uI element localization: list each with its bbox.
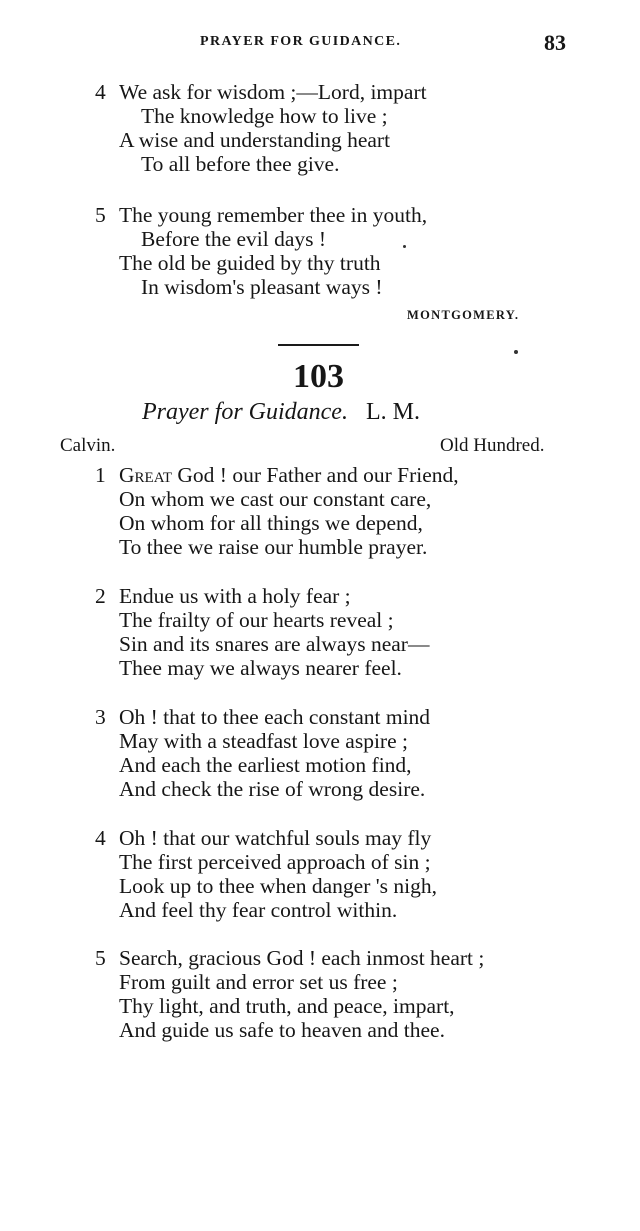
stanza-line: And check the rise of wrong desire. xyxy=(119,777,426,801)
stanza-line: On whom for all things we depend, xyxy=(119,511,423,535)
stanza-line: The first perceived approach of sin ; xyxy=(119,850,431,874)
stanza-line: And feel thy fear control within. xyxy=(119,898,398,922)
stanza-line: And guide us safe to heaven and thee. xyxy=(119,1018,445,1042)
hymn-stanza-5 xyxy=(95,946,484,1042)
stanza-line: Look up to thee when danger 's nigh, xyxy=(119,874,437,898)
stanza-line: Before the evil days ! xyxy=(141,227,327,251)
stanza-line: Thy light, and truth, and peace, impart, xyxy=(119,994,455,1018)
stanza-number: 4 xyxy=(95,826,106,850)
stanza-number: 5 xyxy=(95,946,106,970)
stanza-line xyxy=(95,203,427,227)
stanza-line xyxy=(95,80,427,104)
previous-hymn-author: MONTGOMERY. xyxy=(407,308,520,322)
stanza-line: Sin and its snares are always near— xyxy=(119,632,430,656)
stanza-line xyxy=(95,584,429,608)
previous-hymn-stanza-4 xyxy=(95,80,427,176)
hymn-stanza-2 xyxy=(95,584,429,680)
page-number: 83 xyxy=(544,30,566,55)
print-speck xyxy=(514,350,518,354)
stanza-line-text: We ask for wisdom ;—Lord, impart xyxy=(119,80,427,104)
stanza-line: In wisdom's pleasant ways ! xyxy=(141,275,383,299)
stanza-line: The knowledge how to live ; xyxy=(141,104,388,128)
stanza-line: Thee may we always nearer feel. xyxy=(119,656,402,680)
hymn-number: 103 xyxy=(293,358,344,395)
stanza-line xyxy=(95,826,437,850)
hymn-title xyxy=(142,399,420,426)
stanza-line xyxy=(95,463,459,487)
first-word: Great xyxy=(119,463,173,487)
hymn-author: Calvin. xyxy=(60,435,116,456)
stanza-line: To thee we raise our humble prayer. xyxy=(119,535,428,559)
stanza-line xyxy=(95,946,484,970)
hymn-meter: L. M. xyxy=(365,399,420,425)
stanza-line: The old be guided by thy truth xyxy=(119,251,381,275)
stanza-line: From guilt and error set us free ; xyxy=(119,970,398,994)
hymn-stanza-4 xyxy=(95,826,437,922)
running-title: PRAYER FOR GUIDANCE. xyxy=(200,34,402,49)
hymn-tune: Old Hundred. xyxy=(440,435,545,456)
stanza-number: 4 xyxy=(95,80,106,104)
stanza-number: 3 xyxy=(95,705,106,729)
hymn-title-text: Prayer for Guidance. xyxy=(142,399,348,425)
hymn-divider xyxy=(278,344,359,346)
stanza-line: On whom we cast our constant care, xyxy=(119,487,432,511)
print-speck xyxy=(403,245,406,248)
stanza-line-text: Endue us with a holy fear ; xyxy=(119,584,351,608)
stanza-line: To all before thee give. xyxy=(141,152,340,176)
stanza-line: May with a steadfast love aspire ; xyxy=(119,729,408,753)
previous-hymn-stanza-5 xyxy=(95,203,427,299)
stanza-line: A wise and understanding heart xyxy=(119,128,391,152)
stanza-number: 1 xyxy=(95,463,106,487)
stanza-line xyxy=(95,705,430,729)
stanza-line: And each the earliest motion find, xyxy=(119,753,412,777)
stanza-line-text: Oh ! that to thee each constant mind xyxy=(119,705,431,729)
stanza-line-text: God ! our Father and our Friend, xyxy=(177,463,459,487)
stanza-number: 2 xyxy=(95,584,106,608)
stanza-number: 5 xyxy=(95,203,106,227)
stanza-line-text: Oh ! that our watchful souls may fly xyxy=(119,826,432,850)
hymn-stanza-1 xyxy=(95,463,459,559)
hymn-stanza-3 xyxy=(95,705,430,801)
stanza-line-text: The young remember thee in youth, xyxy=(119,203,428,227)
stanza-line: The frailty of our hearts reveal ; xyxy=(119,608,394,632)
stanza-line-text: Search, gracious God ! each inmost heart ; xyxy=(119,946,485,970)
